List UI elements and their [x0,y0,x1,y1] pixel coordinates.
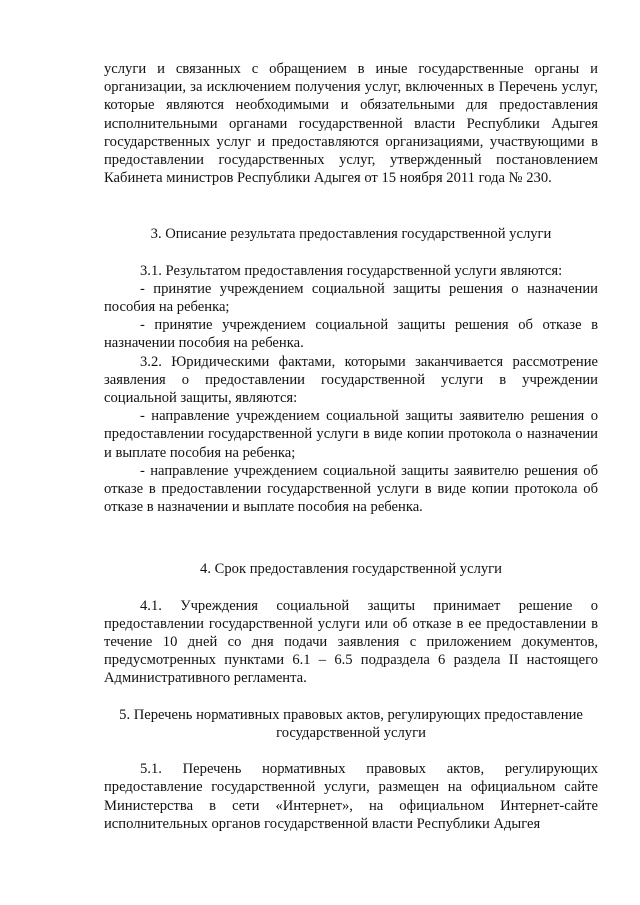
section-3-paragraph-2: - принятие учреждением социальной защиты решения о назначении пособия на ребенка; [104,280,598,316]
spacer [104,516,598,560]
section-4-paragraph-1: 4.1. Учреждения социальной защиты принимает решение о предоставлении государственной услуги или об отказе в ее предоставлении в течение 10 дней со дня подачи заявления с приложением документов, предусмотренных пунктами 6.1 – 6.5 подраздела 6 раздела II настоящего Административного регламента. [104,597,598,687]
section-3-paragraph-3: - принятие учреждением социальной защиты решения об отказе в назначении пособия на ребенка. [104,317,598,352]
section-5-paragraph-1: 5.1. Перечень нормативных правовых актов, регулирующих предоставление государственной услуги, размещен на официальном сайте Министерства в сети «Интернет», на официальном Интернет-сайте исполнительных органов государственной власти Республики Адыгея [104,761,598,832]
spacer [104,688,598,706]
section-3-paragraph-5: - направление учреждением социальной защиты заявителю решения о предоставлении государственной услуги в виде копии протокола о назначении и выплате пособия на ребенка; [104,408,598,461]
section-3-paragraph-4: 3.2. Юридическими фактами, которыми заканчивается рассмотрение заявления о предоставлении государственной услуги в учреждении социальной защиты, являются: [104,353,598,407]
section-3-paragraph-6: - направление учреждением социальной защиты заявителю решения об отказе в предоставлении государственной услуги в виде копии протокола об отказе в назначении и выплате пособия на ребенка. [104,462,598,516]
section-5-heading-line-2: государственной услуги [276,724,426,741]
section-3-heading: 3. Описание результата предоставления государственной услуги [150,226,552,243]
spacer [104,244,598,262]
section-3-paragraph-1: 3.1. Результатом предоставления государственной услуги являются: [140,262,563,279]
document-page [104,60,598,833]
section-4-heading: 4. Срок предоставления государственной услуги [200,561,502,578]
section-5-heading-line-1: 5. Перечень нормативных правовых актов, регулирующих предоставление [119,706,583,723]
spacer [104,742,598,760]
intro-paragraph: услуги и связанных с обращением в иные государственные органы и организации, за исключением получения услуг, включенных в Перечень услуг, которые являются необходимыми и обязательными для предоставления исполнительными органами государственной власти Республики Адыгея государственных услуг и предоставляются организациями, участвующими в предоставлении государственных услуг, утвержденный постановлением Кабинета министров Республики Адыгея от 15 ноября 2011 года № 230. [104,61,598,187]
spacer [104,579,598,597]
spacer [104,187,598,225]
